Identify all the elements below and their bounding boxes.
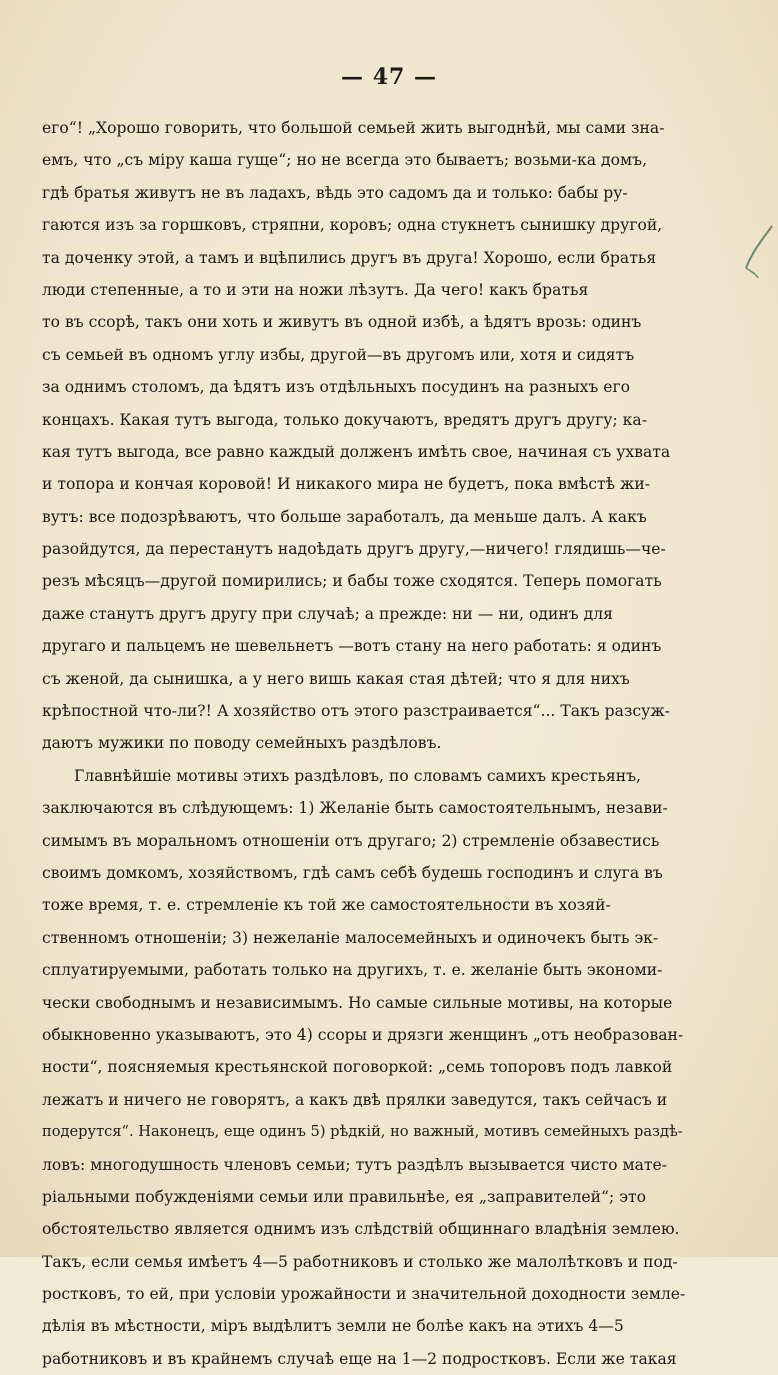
- text-line: разойдутся, да перестанутъ надоѣдать другъ другу,—ничего! глядишь—че-: [42, 540, 666, 559]
- text-line: кая тутъ выгода, все равно каждый долженъ имѣть свое, начиная съ ухвата: [42, 442, 671, 461]
- text-line: дѣлія въ мѣстности, міръ выдѣлитъ земли не болѣе какъ на этихъ 4—5: [42, 1317, 624, 1336]
- text-line: заключаются въ слѣдующемъ: 1) Желаніе быть самостоятельнымъ, незави-: [42, 799, 668, 818]
- text-line: Такъ, если семья имѣетъ 4—5 работниковъ и столько же малолѣтковъ и под-: [42, 1252, 678, 1271]
- text-line: Главнѣйшіе мотивы этихъ раздѣловъ, по словамъ самихъ крестьянъ,: [74, 766, 641, 785]
- text-line: его“! „Хорошо говорить, что большой семьей жить выгоднѣй, мы сами зна-: [42, 119, 665, 137]
- text-line: съ семьей въ одномъ углу избы, другой—въ другомъ или, хотя и сидятъ: [42, 345, 635, 364]
- text-line: концахъ. Какая тутъ выгода, только докучаютъ, вредятъ другъ другу; ка-: [42, 410, 647, 429]
- text-line: ственномъ отношеніи; 3) нежеланіе малосемейныхъ и одиночекъ быть эк-: [42, 928, 659, 947]
- text-line: другаго и пальцемъ не шевельнетъ —вотъ стану на него работать: я одинъ: [42, 637, 662, 656]
- text-line: емъ, что „съ міру каша гуще“; но не всегда это бываетъ; возьми-ка домъ,: [42, 151, 648, 170]
- text-line: та доченку этой, а тамъ и вцѣпились другъ въ друга! Хорошо, если братья: [42, 248, 657, 267]
- text-line: крѣпостной что-ли?! А хозяйство отъ этого разстраивается“... Такъ разсуж-: [42, 702, 670, 721]
- page-number: — 47 —: [341, 64, 437, 90]
- text-line: чески свободнымъ и независимымъ. Но самые сильные мотивы, на которые: [42, 993, 673, 1012]
- text-line: ловъ: многодушность членовъ семьи; тутъ раздѣлъ вызывается чисто мате-: [42, 1155, 668, 1174]
- text-line: гдѣ братья живутъ не въ ладахъ, вѣдь это садомъ да и только: бабы ру-: [42, 183, 628, 202]
- text-line: ростковъ, то ей, при условіи урожайности и значительной доходности земле-: [42, 1285, 686, 1304]
- text-line: сплуатируемыми, работать только на другихъ, т. е. желаніе быть экономи-: [42, 961, 663, 980]
- text-line: ріальными побужденіями семьи или правильнѣе, ея „заправителей“; это: [42, 1187, 646, 1206]
- text-line: и топора и кончая коровой! И никакого мира не будетъ, пока вмѣстѣ жи-: [42, 475, 650, 494]
- text-line: то въ ссорѣ, такъ они хоть и живутъ въ одной избѣ, а ѣдятъ врозь: одинъ: [42, 313, 642, 332]
- text-line: ности“, поясняемыя крестьянской поговоркой: „семь топоровъ подъ лавкой: [42, 1058, 673, 1077]
- text-line: симымъ въ моральномъ отношеніи отъ другаго; 2) стремленіе обзавестись: [42, 831, 660, 850]
- text-line: своимъ домкомъ, хозяйствомъ, гдѣ самъ себѣ будешь господинъ и слуга въ: [42, 863, 663, 882]
- text-line: даютъ мужики по поводу семейныхъ раздѣловъ.: [42, 734, 442, 753]
- text-line: тоже время, т. е. стремленіе къ той же самостоятельности въ хозяй-: [42, 896, 611, 915]
- text-line: обыкновенно указываютъ, это 4) ссоры и дрязги женщинъ „отъ необразован-: [42, 1025, 684, 1044]
- text-line: лежатъ и ничего не говорятъ, а какъ двѣ прялки заведутся, такъ сейчасъ и: [42, 1090, 668, 1109]
- text-line: вутъ: все подозрѣваютъ, что больше заработалъ, да меньше далъ. А какъ: [42, 507, 647, 526]
- text-line: подерутся“. Наконецъ, еще одинъ 5) рѣдкій, но важный, мотивъ семейныхъ раздѣ-: [42, 1123, 683, 1141]
- text-line: люди степенные, а то и эти на ножи лѣзутъ. Да чего! какъ братья: [42, 280, 589, 299]
- text-line: за однимъ столомъ, да ѣдятъ изъ отдѣльныхъ посудинъ на разныхъ его: [42, 378, 631, 397]
- text-line: резъ мѣсяцъ—другой помирились; и бабы тоже сходятся. Теперь помогать: [42, 572, 662, 591]
- text-line: обстоятельство является однимъ изъ слѣдствій общиннаго владѣнія землею.: [42, 1220, 680, 1239]
- text-line: даже станутъ другъ другу при случаѣ; а прежде: ни — ни, одинъ для: [42, 604, 614, 623]
- text-line: работниковъ и въ крайнемъ случаѣ еще на 1—2 подростковъ. Если же такая: [42, 1349, 677, 1368]
- text-line: съ женой, да сынишка, а у него вишь какая стая дѣтей; что я для нихъ: [42, 669, 630, 688]
- text-line: гаются изъ за горшковъ, стряпни, коровъ; одна стукнетъ сынишку другой,: [42, 216, 663, 235]
- body-text: [42, 112, 706, 1375]
- pencil-mark-icon: [738, 222, 778, 282]
